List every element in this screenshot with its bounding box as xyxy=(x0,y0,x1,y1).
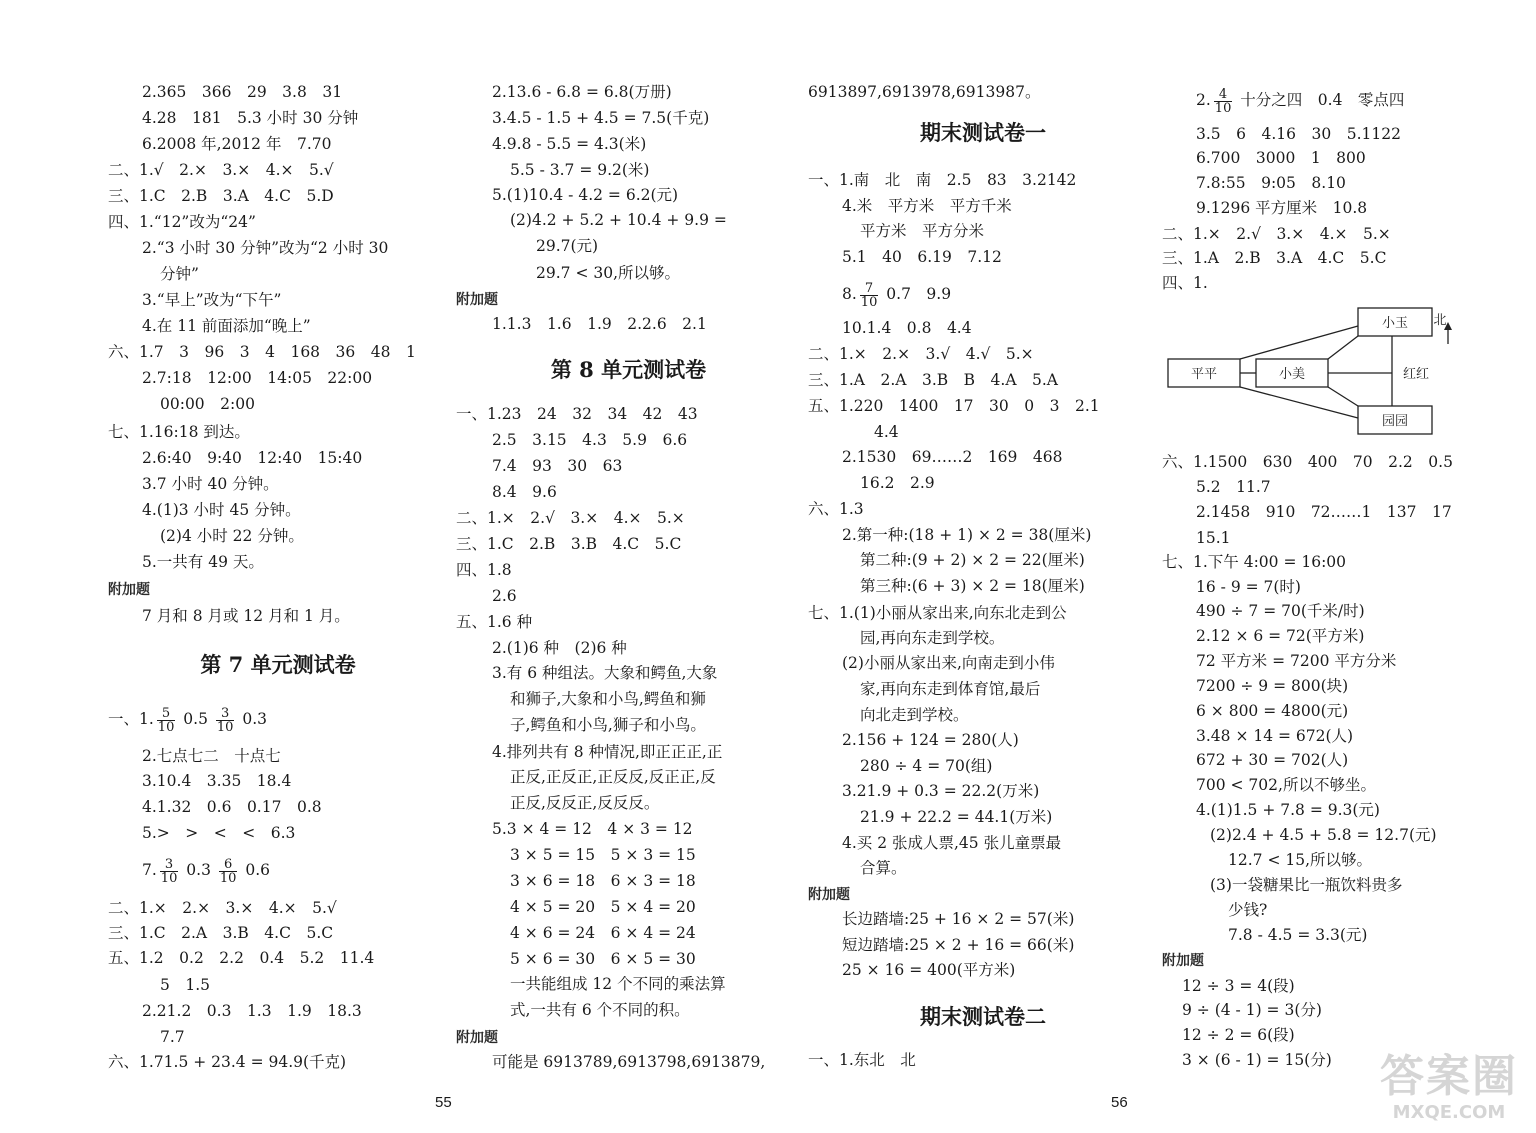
answer-line xyxy=(142,856,270,884)
answer-line: 7.8:55 9:05 8.10 xyxy=(1196,174,1346,192)
answer-line: 2.5 3.15 4.3 5.9 6.6 xyxy=(492,431,688,449)
answer-line: 4.米 平方米 平方千米 xyxy=(842,197,1012,215)
answer-line: 29.7(元) xyxy=(536,237,599,255)
answer-line: 四、1.8 xyxy=(456,561,512,579)
answer-line: 一、1.东北 北 xyxy=(808,1051,916,1069)
answer-line: 向北走到学校。 xyxy=(860,706,969,724)
fraction xyxy=(216,707,235,734)
answer-line: 7 月和 8 月或 12 月和 1 月。 xyxy=(142,607,350,625)
answer-line: 6.2008 年,2012 年 7.70 xyxy=(142,135,332,153)
answer-line xyxy=(108,705,267,733)
answer-line: 25 × 16 = 400(平方米) xyxy=(842,961,1016,979)
answer-text: 0.3 xyxy=(186,861,211,879)
page-number-right: 56 xyxy=(1111,1094,1128,1111)
node-label-xiaomei: 小美 xyxy=(1278,367,1306,382)
answer-line: 00:00 2:00 xyxy=(160,395,255,413)
answer-line: 2.1530 69……2 169 468 xyxy=(842,448,1063,466)
fraction xyxy=(160,858,179,885)
answer-line: 5.5 - 3.7 = 9.2(米) xyxy=(510,161,650,179)
answer-line: 2.(1)6 种 (2)6 种 xyxy=(492,639,627,657)
answer-text: 7. xyxy=(142,861,157,879)
answer-line: 15.1 xyxy=(1196,529,1231,547)
answer-line: 3.10.4 3.35 18.4 xyxy=(142,772,292,790)
answer-line: 2.七点七二 十点七 xyxy=(142,747,281,765)
bonus-section-label: 附加题 xyxy=(456,1030,498,1046)
answer-line: 二、1.× 2.√ 3.× 4.× 5.× xyxy=(1162,225,1391,243)
answer-line: 10.1.4 0.8 4.4 xyxy=(842,319,972,337)
answer-line: 7.8 - 4.5 = 3.3(元) xyxy=(1228,926,1368,944)
answer-text: 0.3 xyxy=(242,710,268,728)
path-line xyxy=(1328,336,1358,359)
answer-line: 3 × 5 = 15 5 × 3 = 15 xyxy=(510,846,696,864)
answer-line: 12.7 < 15,所以够。 xyxy=(1228,851,1373,869)
answer-line: 4 × 6 = 24 6 × 4 = 24 xyxy=(510,924,696,942)
answer-line: 21.9 + 22.2 = 44.1(万米) xyxy=(860,808,1053,826)
answer-line: 四、1.“12”改为“24” xyxy=(108,213,256,231)
answer-line: 3.48 × 14 = 672(人) xyxy=(1196,727,1354,745)
answer-line: 3.5 6 4.16 30 5.1122 xyxy=(1196,125,1401,143)
answer-line: 2.6 xyxy=(492,587,517,605)
node-label-pingping: 平平 xyxy=(1190,367,1218,382)
north-label: 北 xyxy=(1433,313,1447,328)
answer-line: 七、1.(1)小丽从家出来,向东北走到公 xyxy=(808,604,1067,622)
answer-line: 2.1458 910 72……1 137 17 xyxy=(1196,503,1452,521)
answer-line: 5.一共有 49 天。 xyxy=(142,553,264,571)
answer-line: 二、1.√ 2.× 3.× 4.× 5.√ xyxy=(108,161,334,179)
answer-line: 4.排列共有 8 种情况,即正正正,正 xyxy=(492,743,723,761)
answer-line: 一共能组成 12 个不同的乘法算 xyxy=(510,975,726,993)
answer-line: 7.4 93 30 63 xyxy=(492,457,623,475)
denominator: 10 xyxy=(157,719,175,735)
answer-line: 2.13.6 - 6.8 = 6.8(万册) xyxy=(492,83,672,101)
watermark-logo xyxy=(1374,1052,1524,1130)
page-number-left: 55 xyxy=(435,1094,452,1111)
path-line xyxy=(1328,387,1358,406)
answer-line: 一、1.南 北 南 2.5 83 3.2142 xyxy=(808,171,1077,189)
direction-diagram xyxy=(1162,296,1462,446)
answer-text: 十分之四 0.4 零点四 xyxy=(1240,91,1405,109)
denominator: 10 xyxy=(160,870,178,886)
section-heading: 第 7 单元测试卷 xyxy=(200,652,356,677)
answer-text: 0.7 9.9 xyxy=(886,285,952,303)
answer-line: 8.4 9.6 xyxy=(492,483,557,501)
answer-line: 5.3 × 4 = 12 4 × 3 = 12 xyxy=(492,820,693,838)
answer-text: 0.6 xyxy=(245,861,271,879)
answer-line: 2.156 + 124 = 280(人) xyxy=(842,731,1019,749)
answer-line: (2)4 小时 22 分钟。 xyxy=(160,527,304,545)
answer-line: 3.21.9 + 0.3 = 22.2(万米) xyxy=(842,782,1040,800)
answer-text: 2. xyxy=(1196,91,1211,109)
answer-line: 六、1.1500 630 400 70 2.2 0.5 xyxy=(1162,453,1453,471)
answer-text: 一、1. xyxy=(108,710,154,728)
answer-line: 2.第一种:(18 + 1) × 2 = 38(厘米) xyxy=(842,526,1092,544)
answer-line: 二、1.× 2.√ 3.× 4.× 5.× xyxy=(456,509,685,527)
answer-line: 12 ÷ 3 = 4(段) xyxy=(1182,977,1295,995)
bonus-section-label: 附加题 xyxy=(1162,953,1204,969)
answer-line: 4.4 xyxy=(874,423,899,441)
answer-line: 4.(1)1.5 + 7.8 = 9.3(元) xyxy=(1196,801,1380,819)
answer-line: 3.“早上”改为“下午” xyxy=(142,291,282,309)
answer-line: 六、1.71.5 + 23.4 = 94.9(千克) xyxy=(108,1053,347,1071)
answer-line: 4.1.32 0.6 0.17 0.8 xyxy=(142,798,322,816)
answer-line: 式,一共有 6 个不同的积。 xyxy=(510,1001,690,1019)
answer-line: 五、1.6 种 xyxy=(456,613,533,631)
section-heading: 期末测试卷一 xyxy=(920,120,1046,145)
answer-line: (2)4.2 + 5.2 + 10.4 + 9.9 = xyxy=(510,211,727,229)
answer-line: 7200 ÷ 9 = 800(块) xyxy=(1196,677,1349,695)
answer-line: 5.> > < < 6.3 xyxy=(142,824,296,842)
answer-line: 可能是 6913789,6913798,6913879, xyxy=(492,1053,766,1071)
answer-line: 一、1.23 24 32 34 42 43 xyxy=(456,405,698,423)
answer-line: 4.28 181 5.3 小时 30 分钟 xyxy=(142,109,359,127)
answer-line: 12 ÷ 2 = 6(段) xyxy=(1182,1026,1295,1044)
watermark-glyphs: 答案圈 xyxy=(1380,1051,1518,1102)
answer-line: 29.7 < 30,所以够。 xyxy=(536,264,681,282)
answer-line xyxy=(842,280,951,308)
answer-line: 少钱? xyxy=(1228,901,1268,919)
answer-line: 三、1.C 2.B 3.B 4.C 5.C xyxy=(456,535,682,553)
node-label-honghong: 红红 xyxy=(1402,367,1430,382)
answer-text: 8. xyxy=(842,285,857,303)
numerator: 3 xyxy=(216,707,235,721)
answer-line: 七、1.下午 4:00 = 16:00 xyxy=(1162,553,1347,571)
answer-line: 3.有 6 种组法。大象和鳄鱼,大象 xyxy=(492,664,718,682)
numerator: 3 xyxy=(160,858,179,872)
path-line xyxy=(1240,387,1358,418)
watermark-url: MXQE.COM xyxy=(1392,1102,1506,1123)
answer-line: 280 ÷ 4 = 70(组) xyxy=(860,757,993,775)
answer-line: 2.365 366 29 3.8 31 xyxy=(142,83,343,101)
answer-line: 分钟” xyxy=(160,265,199,283)
path-line xyxy=(1240,326,1358,359)
answer-line: 三、1.A 2.B 3.A 4.C 5.C xyxy=(1162,249,1387,267)
answer-line: 第二种:(9 + 2) × 2 = 22(厘米) xyxy=(860,551,1085,569)
answer-line: 490 ÷ 7 = 70(千米/时) xyxy=(1196,602,1365,620)
answer-line: 六、1.7 3 96 3 4 168 36 48 1 xyxy=(108,343,416,361)
answer-line: 二、1.× 2.× 3.× 4.× 5.√ xyxy=(108,899,337,917)
answer-line: 四、1. xyxy=(1162,274,1208,292)
answer-line: 正反,正反正,正反反,反正正,反 xyxy=(510,768,716,786)
bonus-section-label: 附加题 xyxy=(808,887,850,903)
answer-line: 2.12 × 6 = 72(平方米) xyxy=(1196,627,1365,645)
answer-line: 16.2 2.9 xyxy=(860,474,935,492)
answer-line: 5.(1)10.4 - 4.2 = 6.2(元) xyxy=(492,186,679,204)
node-label-xiaoyu: 小玉 xyxy=(1381,316,1409,331)
answer-line: 二、1.× 2.× 3.√ 4.√ 5.× xyxy=(808,345,1034,363)
answer-line: 4.在 11 前面添加“晚上” xyxy=(142,317,311,335)
answer-line: 六、1.3 xyxy=(808,500,864,518)
answer-line: 家,再向东走到体育馆,最后 xyxy=(860,680,1041,698)
answer-line: 五、1.2 0.2 2.2 0.4 5.2 11.4 xyxy=(108,949,375,967)
answer-line: (3)一袋糖果比一瓶饮料贵多 xyxy=(1210,876,1403,894)
answer-line: 短边踏墙:25 × 2 + 16 = 66(米) xyxy=(842,936,1075,954)
answer-line: 7.7 xyxy=(160,1028,185,1046)
answer-line: 2.21.2 0.3 1.3 1.9 18.3 xyxy=(142,1002,362,1020)
denominator: 10 xyxy=(1214,100,1232,116)
answer-line: (2)2.4 + 4.5 + 5.8 = 12.7(元) xyxy=(1210,826,1437,844)
answer-line xyxy=(1196,86,1404,114)
answer-line: 4.(1)3 小时 45 分钟。 xyxy=(142,501,301,519)
answer-line: 第三种:(6 + 3) × 2 = 18(厘米) xyxy=(860,577,1085,595)
answer-line: 4.买 2 张成人票,45 张儿童票最 xyxy=(842,834,1062,852)
bonus-section-label: 附加题 xyxy=(108,582,150,598)
bonus-section-label: 附加题 xyxy=(456,292,498,308)
answer-line: 和狮子,大象和小鸟,鳄鱼和狮 xyxy=(510,690,706,708)
answer-line: 子,鳄鱼和小鸟,狮子和小鸟。 xyxy=(510,716,706,734)
denominator: 10 xyxy=(860,294,878,310)
answer-line: 三、1.C 2.B 3.A 4.C 5.D xyxy=(108,187,334,205)
answer-line: 5 1.5 xyxy=(160,976,211,994)
answer-line: 5.1 40 6.19 7.12 xyxy=(842,248,1002,266)
answer-line: 5 × 6 = 30 6 × 5 = 30 xyxy=(510,950,696,968)
answer-line: 3 × 6 = 18 6 × 3 = 18 xyxy=(510,872,696,890)
numerator: 6 xyxy=(219,858,238,872)
numerator: 7 xyxy=(860,282,879,296)
answer-line: 72 平方米 = 7200 平方分米 xyxy=(1196,652,1397,670)
answer-line: 平方米 平方分米 xyxy=(860,222,985,240)
section-heading: 第 8 单元测试卷 xyxy=(550,357,707,382)
answer-line: 2.“3 小时 30 分钟”改为“2 小时 30 xyxy=(142,239,389,257)
answer-line: 6.700 3000 1 800 xyxy=(1196,149,1366,167)
answer-line: 三、1.A 2.A 3.B B 4.A 5.A xyxy=(808,371,1058,389)
answer-text: 0.5 xyxy=(183,710,208,728)
fraction xyxy=(219,858,238,885)
answer-line: 三、1.C 2.A 3.B 4.C 5.C xyxy=(108,924,334,942)
answer-line: 5.2 11.7 xyxy=(1196,478,1271,496)
answer-line: 七、1.16:18 到达。 xyxy=(108,423,250,441)
answer-line: 9 ÷ (4 - 1) = 3(分) xyxy=(1182,1001,1322,1019)
numerator: 5 xyxy=(157,707,176,721)
answer-line: 五、1.220 1400 17 30 0 3 2.1 xyxy=(808,397,1100,415)
answer-line: 园,再向东走到学校。 xyxy=(860,629,1005,647)
answer-line: 3.7 小时 40 分钟。 xyxy=(142,475,279,493)
answer-line: (2)小丽从家出来,向南走到小伟 xyxy=(842,654,1055,672)
answer-line: 9.1296 平方厘米 10.8 xyxy=(1196,199,1368,217)
fraction xyxy=(157,707,176,734)
denominator: 10 xyxy=(216,719,234,735)
answer-line: 3 × (6 - 1) = 15(分) xyxy=(1182,1051,1332,1069)
answer-line: 合算。 xyxy=(860,859,907,877)
answer-line: 3.4.5 - 1.5 + 4.5 = 7.5(千克) xyxy=(492,109,710,127)
answer-line: 长边踏墙:25 + 16 × 2 = 57(米) xyxy=(842,910,1075,928)
numerator: 4 xyxy=(1214,88,1233,102)
section-heading: 期末测试卷二 xyxy=(920,1004,1046,1029)
answer-line: 6913897,6913978,6913987。 xyxy=(808,83,1041,101)
answer-line: 1.1.3 1.6 1.9 2.2.6 2.1 xyxy=(492,315,707,333)
fraction xyxy=(860,282,879,309)
answer-line: 672 + 30 = 702(人) xyxy=(1196,751,1349,769)
answer-line: 700 < 702,所以不够坐。 xyxy=(1196,776,1376,794)
answer-line: 16 - 9 = 7(时) xyxy=(1196,578,1301,596)
fraction xyxy=(1214,88,1233,115)
denominator: 10 xyxy=(219,870,237,886)
answer-line: 6 × 800 = 4800(元) xyxy=(1196,702,1349,720)
answer-line: 正反,反反正,反反反。 xyxy=(510,794,660,812)
answer-line: 2.6:40 9:40 12:40 15:40 xyxy=(142,449,363,467)
node-label-yuanyuan: 园园 xyxy=(1381,414,1409,429)
answer-line: 4.9.8 - 5.5 = 4.3(米) xyxy=(492,135,647,153)
answer-line: 2.7:18 12:00 14:05 22:00 xyxy=(142,369,373,387)
answer-line: 4 × 5 = 20 5 × 4 = 20 xyxy=(510,898,696,916)
